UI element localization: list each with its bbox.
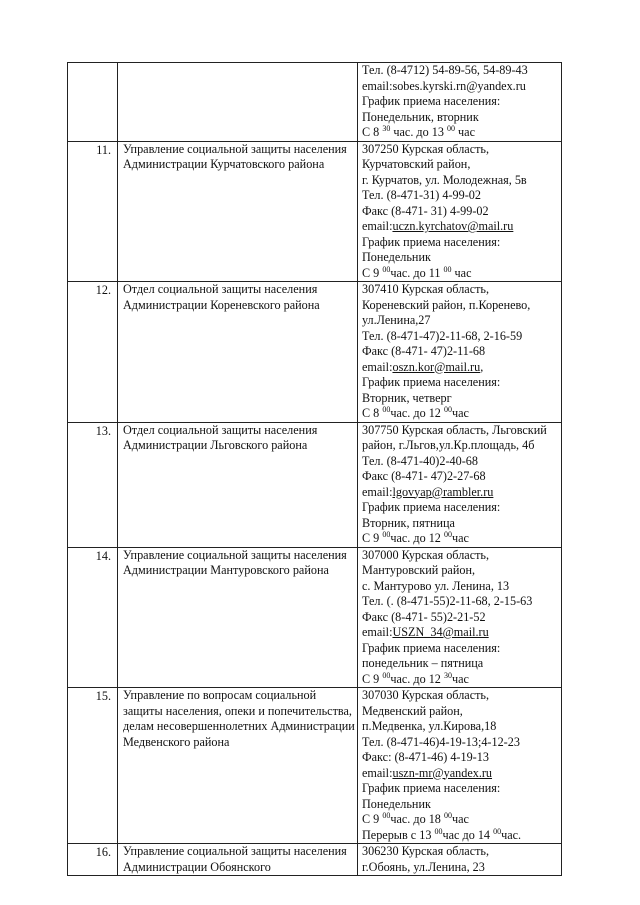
time-sup1: 00 xyxy=(382,405,391,414)
contact-line: п.Медвенка, ул.Кирова,18 xyxy=(362,719,497,733)
contact-line: 307410 Курская область, xyxy=(362,282,490,296)
contact-line: Медвенский район, xyxy=(362,703,463,718)
row-number: 14. xyxy=(68,547,118,688)
table-row xyxy=(68,547,562,688)
contact-line: Факс (8-471- 47)2-11-68 xyxy=(362,344,486,358)
table-row xyxy=(68,141,562,282)
time-sup1: 00 xyxy=(434,826,443,836)
contact-line: понедельник – пятница xyxy=(362,656,484,670)
agency-name: Управление социальной защиты населения Администрации Мантуровского района xyxy=(118,547,358,688)
contact-line: Кореневский район, п.Коренево, xyxy=(362,297,531,312)
agency-name: Управление социальной защиты населения Администрации Обоянского xyxy=(118,844,358,876)
contact-line: Тел. (. (8-471-55)2-11-68, 2-15-63 xyxy=(362,594,533,608)
contact-line: Понедельник, вторник xyxy=(362,109,479,124)
time-sup2: 00 xyxy=(443,530,452,539)
contact-line: 307250 Курская область, xyxy=(362,141,490,156)
time-post: час. xyxy=(501,827,522,842)
contact-line: с. Мантурово ул. Ленина, 13 xyxy=(362,578,510,593)
agency-name xyxy=(118,63,358,142)
email-address: USZN_34@mail.ru xyxy=(392,625,489,639)
contact-line: График приема населения: xyxy=(362,234,501,249)
email-line xyxy=(362,766,561,782)
email-line xyxy=(362,360,561,376)
contact-line: 307030 Курская область, xyxy=(362,688,490,702)
time-pre: С 8 xyxy=(362,406,383,420)
time-pre: С 9 xyxy=(362,531,383,545)
time-post: час xyxy=(451,265,472,280)
time-sup1: 00 xyxy=(382,530,391,539)
agency-contacts xyxy=(358,688,562,844)
table-row xyxy=(68,63,562,142)
schedule-time xyxy=(362,828,561,844)
row-number: 15. xyxy=(68,688,118,844)
time-sup2: 00 xyxy=(443,264,452,274)
row-number: 12. xyxy=(68,282,118,423)
time-mid: час. до 13 xyxy=(390,125,447,139)
contact-line: Вторник, четверг xyxy=(362,390,452,405)
time-post: час xyxy=(451,671,469,686)
contact-line: График приема населения: xyxy=(362,781,501,795)
time-sup1: 30 xyxy=(382,124,391,133)
agency-name: Управление по вопросам социальной защиты населения, опеки и попечительства, делам несовершеннолетних Администрации Медвенского района xyxy=(118,688,358,844)
schedule-time xyxy=(362,531,561,547)
contact-line: ул.Ленина,27 xyxy=(362,313,431,327)
time-post: час xyxy=(451,531,469,545)
row-number: 16. xyxy=(68,844,118,876)
row-number: 11. xyxy=(68,141,118,282)
contact-line: Мантуровский район, xyxy=(362,563,476,577)
agency-name: Отдел социальной защиты населения Администрации Льговского района xyxy=(118,422,358,547)
email-line xyxy=(362,219,561,235)
contact-line: Факс: (8-471-46) 4-19-13 xyxy=(362,750,489,764)
table-row xyxy=(68,282,562,423)
schedule-time xyxy=(362,812,561,828)
contact-line: График приема населения: xyxy=(362,375,501,389)
email-address: oszn.kor@mail.ru xyxy=(392,359,481,374)
agency-name: Отдел социальной защиты населения Администрации Кореневского района xyxy=(118,282,358,423)
email-prefix: email: xyxy=(362,484,393,499)
contact-line: Тел. (8-471-31) 4-99-02 xyxy=(362,188,481,202)
email-address: lgovyap@rambler.ru xyxy=(392,484,494,499)
time-pre: С 9 xyxy=(362,265,383,280)
contact-line: Понедельник xyxy=(362,250,431,264)
time-mid: час. до 18 xyxy=(390,812,444,826)
contact-line: Понедельник xyxy=(362,796,431,811)
time-mid: час. до 12 xyxy=(390,531,444,545)
agencies-table xyxy=(67,62,562,876)
time-pre: Перерыв с 13 xyxy=(362,827,435,842)
schedule-time xyxy=(362,672,561,688)
contact-line: Тел. (8-471-46)4-19-13;4-12-23 xyxy=(362,734,520,749)
contact-line: email:sobes.kyrski.rn@yandex.ru xyxy=(362,78,526,93)
time-mid: час. до 12 xyxy=(390,406,444,420)
email-prefix: email: xyxy=(362,219,393,233)
time-sup1: 00 xyxy=(382,264,391,274)
time-sup1: 00 xyxy=(382,670,391,680)
email-prefix: email: xyxy=(362,359,393,374)
schedule-time xyxy=(362,125,561,141)
time-post: час xyxy=(451,812,469,826)
agency-contacts xyxy=(358,63,562,142)
agency-name: Управление социальной защиты населения Администрации Курчатовского района xyxy=(118,141,358,282)
email-line xyxy=(362,625,561,641)
contact-line: Факс (8-471- 47)2-27-68 xyxy=(362,469,486,483)
contact-line: 307000 Курская область, xyxy=(362,547,490,562)
agency-contacts xyxy=(358,422,562,547)
time-mid: час до 14 xyxy=(442,827,494,842)
time-sup2: 00 xyxy=(443,405,452,414)
contact-line: Факс (8-471- 55)2-21-52 xyxy=(362,609,486,624)
email-prefix: email: xyxy=(362,625,393,639)
time-mid: час. до 11 xyxy=(390,265,444,280)
contact-line: График приема населения: xyxy=(362,500,501,514)
time-pre: С 9 xyxy=(362,671,383,686)
email-address: uszn-mr@yandex.ru xyxy=(392,765,493,780)
time-post: час xyxy=(455,125,475,139)
time-sup2: 30 xyxy=(443,670,452,680)
table-row xyxy=(68,844,562,876)
time-pre: С 9 xyxy=(362,812,383,826)
email-address: uczn.kyrchatov@mail.ru xyxy=(392,219,514,233)
contact-line: 307750 Курская область, Льговский xyxy=(362,422,547,437)
contact-line: График приема населения: xyxy=(362,94,501,108)
row-number: 13. xyxy=(68,422,118,547)
contact-line: г.Обоянь, ул.Ленина, 23 xyxy=(362,859,485,874)
table-row xyxy=(68,422,562,547)
time-post: час xyxy=(451,406,469,420)
contact-line: Курчатовский район, xyxy=(362,157,471,171)
time-sup2: 00 xyxy=(493,826,502,836)
contact-line: График приема населения: xyxy=(362,640,501,655)
contact-line: г. Курчатов, ул. Молодежная, 5в xyxy=(362,172,527,187)
contact-line: район, г.Льгов,ул.Кр.площадь, 4б xyxy=(362,438,535,452)
contact-line: Факс (8-471- 31) 4-99-02 xyxy=(362,203,489,218)
contact-line: Вторник, пятница xyxy=(362,515,455,530)
agency-contacts xyxy=(358,547,562,688)
contact-line: Тел. (8-471-40)2-40-68 xyxy=(362,453,478,468)
time-pre: С 8 xyxy=(362,125,383,139)
table-row xyxy=(68,688,562,844)
row-number xyxy=(68,63,118,142)
time-sup1: 00 xyxy=(382,811,391,820)
time-sup2: 00 xyxy=(447,124,455,133)
schedule-time xyxy=(362,266,561,282)
agency-contacts xyxy=(358,844,562,876)
agency-contacts xyxy=(358,141,562,282)
email-line xyxy=(362,485,561,501)
time-mid: час. до 12 xyxy=(390,671,444,686)
time-sup2: 00 xyxy=(443,811,452,820)
email-suffix: , xyxy=(480,359,484,374)
agency-contacts xyxy=(358,282,562,423)
contact-line: 306230 Курская область, xyxy=(362,844,490,858)
contact-line: Тел. (8-471-47)2-11-68, 2-16-59 xyxy=(362,328,523,343)
contact-line: Тел. (8-4712) 54-89-56, 54-89-43 xyxy=(362,63,528,77)
schedule-time xyxy=(362,406,561,422)
email-prefix: email: xyxy=(362,765,393,780)
table-body xyxy=(68,63,562,876)
